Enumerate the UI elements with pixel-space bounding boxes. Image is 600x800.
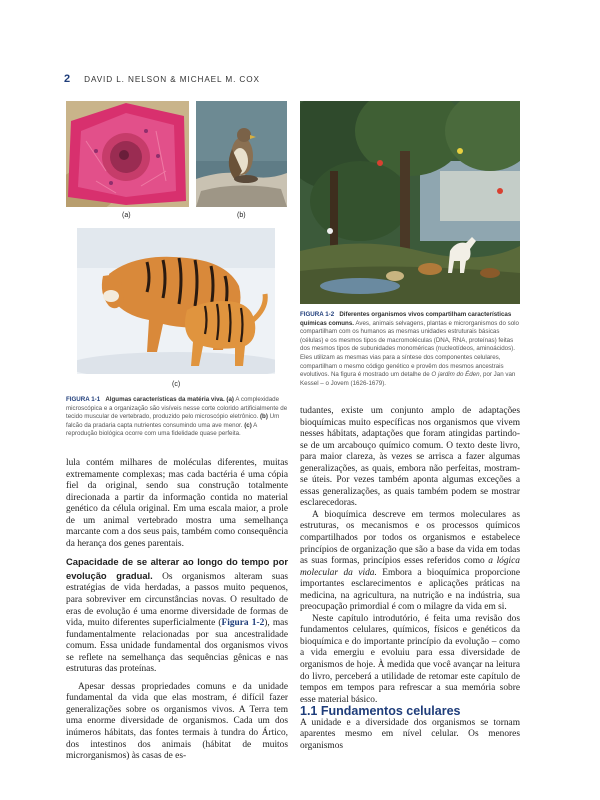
caption-a-text: A complexidade microscópica e a organização são visíveis nesse corte colorido artificialmente de tecido muscular de vertebrado, produzido pelo microscópio eletrônico.: [66, 396, 288, 421]
page-header: [64, 73, 260, 85]
left-paragraph-2-text-a: Os organismos alteram suas estratégias de vida herdadas, a passos muito pequenos, para sobreviver em circunstâncias novas. O resultado de eras de evolução é uma enorme diversidade de formas de vida, muito diferentes superficialmente (: [66, 571, 289, 629]
right-paragraph-4: A unidade e a diversidade dos organismos se tornam aparentes mesmo em nível celular. Os menores organismos: [300, 717, 520, 751]
page-number: 2: [64, 73, 71, 85]
right-paragraph-2-text-a: A bioquímica descreve em termos moleculares as estruturas, os mecanismos e os processos químicos compartilhados por todos os organismos e estabelece princípios de organização que são a base da vida em todas as suas formas, princípios esses referidos como: [300, 509, 520, 567]
left-text-column: [66, 458, 288, 763]
figure-1-1-caption-title: Algumas características da matéria viva.: [105, 396, 225, 403]
figure-1-2-caption-head: FIGURA 1-2: [300, 311, 335, 318]
caption-b-text: Um falcão da pradaria capta nutrientes consumindo uma ave menor.: [66, 413, 280, 429]
figure-1-1a-label: (a): [122, 212, 131, 219]
figure-1-1-caption: [66, 396, 288, 439]
figure-1-1c-tigers-photo: [77, 228, 275, 374]
figure-1-1b-label: (b): [237, 212, 246, 219]
figure-1-2-painting: [300, 101, 520, 304]
figure-1-2-caption-body: Aves, animais selvagens, plantas e microrganismos do solo compartilham com os humanos as mesmas unidades estruturais básicas (células) e os mesmos tipos de macromoléculas (DNA, RNA, proteínas) feitas dos mesmos tipos de subunidades monoméricas (nucleotídeos, aminoácidos). Eles utilizam as mesmas vias para a síntese dos componentes celulares, compartilham o mesmo código genético e provêm dos mesmos ancestrais evolutivos. Na figura é mostrado um detalhe de: [300, 319, 519, 379]
left-paragraph-2: [66, 556, 288, 675]
figure-1-1c-label: (c): [172, 381, 181, 388]
right-paragraph-2: [300, 510, 520, 614]
figure-1-1-caption-head: FIGURA 1-1: [66, 396, 101, 403]
figure-1-1b-falcon-photo: [196, 101, 287, 207]
figure-1-2-reference-link[interactable]: Figura 1-2: [221, 618, 265, 629]
molecular-logic-phrase: a lógica molecular da vida.: [300, 556, 520, 578]
caption-b-label: (b): [260, 413, 268, 421]
figure-1-2-caption-work: O jardim do Éden: [431, 371, 480, 379]
figure-1-2-caption-tail: , por Jan van Kessel – o Jovem (1626-1679).: [300, 371, 516, 387]
figure-1-2-caption-title: Diferentes organismos vivos compartilham características químicas comuns.: [300, 311, 512, 327]
caption-a-label: (a): [226, 396, 234, 403]
right-paragraph-3: Neste capítulo introdutório, é feita uma revisão dos fundamentos celulares, químicos, físicos e genéticos da bioquímica e do importante princípio da evolução – como a vida emergiu e evoluiu para essa diversidade de organismos de hoje. À medida que você avançar na leitura do livro, perceberá a utilidade de retomar este capítulo de tempos em tempos para refrescar a sua memória sobre esse material básico.: [300, 613, 520, 705]
evolution-run-in-heading: Capacidade de se alterar ao longo do tempo por evolução gradual.: [66, 556, 288, 581]
left-paragraph-1: lula contém milhares de moléculas diferentes, muitas extremamente complexas; mas cada bactéria é uma cópia fiel da original, sendo sua construção totalmente direcionada a partir da informação contida no material genético da célula original. Em uma escala maior, a prole de um animal vertebrado mostra uma semelhança marcante com a dos seus pais, também como consequência da herança dos genes parentais.: [66, 458, 288, 549]
section-title: 1.1 Fundamentos celulares: [300, 704, 461, 719]
right-paragraph-1: tudantes, existe um conjunto amplo de adaptações bioquímicas muito específicas nos organismos que vivem nesses hábitats, adaptações que foram atingidas partindo-se de um arcabouço químico comum. O texto deste livro, para maior clareza, às vezes se arrisca a fazer algumas generalizações, as quais, embora não perfeitas, mostram-se úteis. Por vezes também aponta algumas exceções a essas generalizações, as quais também podem se mostrar esclarecedoras.: [300, 406, 520, 509]
left-paragraph-3: Apesar dessas propriedades comuns e da unidade fundamental da vida que elas mostram, é difícil fazer generalizações sobre os organismos vivos. A Terra tem uma enorme diversidade de organismos. Cada um dos inúmeros hábitats, das fontes termais à tundra do Ártico, dos intestinos dos animais (hábitat de muitos microrganismos) às casas de es-: [66, 681, 288, 762]
right-text-column: [300, 406, 520, 752]
caption-c-text: A reprodução biológica ocorre com uma fidelidade quase perfeita.: [66, 421, 257, 438]
right-paragraph-2-text-b: Embora a bioquímica proporcione importantes esclarecimentos e aplicações práticas na medicina, na agricultura, na nutrição e na indústria, sua preocupação primordial é com o milagre da vida em si.: [300, 567, 520, 613]
left-paragraph-2-text-b: ), mas fundamentalmente relacionadas por sua ancestralidade comum. Essa unidade fundamental dos organismos vivos se reflete na semelhança das sequências gênicas e nas estruturas das proteínas.: [66, 618, 288, 675]
figure-1-1a-micrograph: [66, 101, 189, 207]
caption-c-label: (c): [244, 421, 252, 429]
figure-1-2-caption: [300, 311, 520, 388]
running-head: DAVID L. NELSON & MICHAEL M. COX: [84, 74, 260, 84]
